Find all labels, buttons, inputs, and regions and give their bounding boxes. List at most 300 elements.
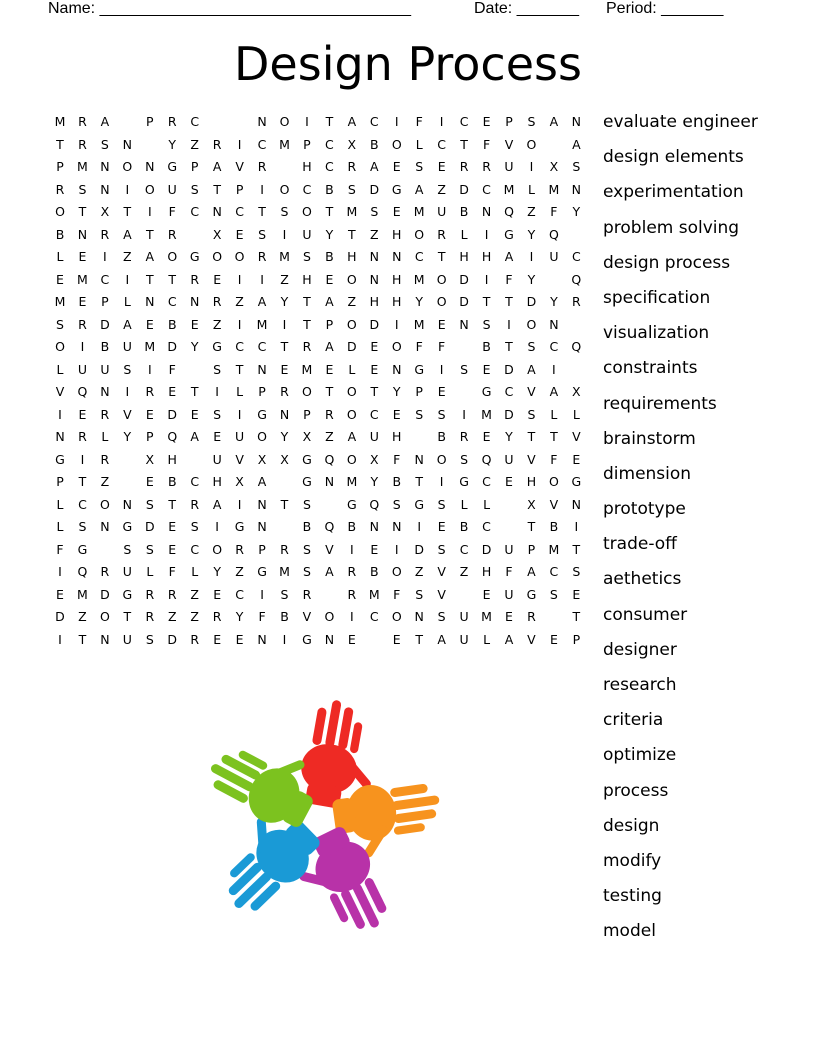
grid-letter[interactable]: T — [258, 204, 266, 219]
grid-letter[interactable]: I — [147, 361, 152, 377]
grid-letter[interactable]: Y — [572, 204, 581, 219]
grid-letter[interactable]: M — [77, 586, 88, 602]
grid-letter[interactable]: S — [302, 249, 311, 264]
grid-letter[interactable]: X — [302, 429, 312, 444]
grid-letter[interactable]: D — [414, 541, 424, 557]
grid-letter[interactable]: L — [56, 249, 64, 264]
grid-letter[interactable]: N — [100, 159, 110, 174]
grid-letter[interactable]: I — [529, 249, 534, 264]
grid-letter[interactable]: U — [504, 451, 514, 467]
grid-letter[interactable]: O — [167, 249, 178, 264]
grid-letter[interactable]: R — [347, 564, 357, 579]
grid-letter[interactable]: E — [392, 204, 401, 219]
grid-letter[interactable]: P — [572, 631, 581, 647]
grid-letter[interactable]: D — [481, 541, 492, 557]
grid-letter[interactable]: Z — [123, 249, 132, 264]
grid-letter[interactable]: R — [257, 159, 267, 174]
grid-letter[interactable]: G — [481, 384, 492, 399]
grid-letter[interactable]: T — [325, 384, 334, 399]
grid-letter[interactable]: F — [168, 361, 176, 377]
grid-letter[interactable]: Y — [392, 384, 401, 399]
grid-letter[interactable]: I — [147, 204, 152, 219]
grid-letter[interactable]: G — [189, 249, 200, 264]
grid-letter[interactable]: E — [145, 406, 154, 422]
grid-letter[interactable]: I — [58, 564, 62, 579]
grid-letter[interactable]: P — [325, 316, 334, 332]
grid-letter[interactable]: Z — [235, 294, 244, 309]
grid-letter[interactable]: I — [484, 271, 489, 287]
grid-letter[interactable]: T — [527, 429, 536, 444]
grid-letter[interactable]: Q — [481, 451, 492, 467]
grid-letter[interactable]: X — [100, 204, 110, 219]
grid-letter[interactable]: V — [55, 384, 65, 399]
grid-letter[interactable]: M — [54, 114, 66, 129]
grid-letter[interactable]: S — [527, 114, 536, 129]
grid-letter[interactable]: M — [481, 406, 492, 422]
grid-letter[interactable]: A — [145, 249, 155, 264]
grid-letter[interactable]: F — [550, 451, 558, 467]
grid-letter[interactable]: E — [482, 361, 491, 377]
grid-letter[interactable]: M — [413, 271, 425, 287]
grid-letter[interactable]: S — [145, 496, 154, 512]
grid-letter[interactable]: I — [80, 339, 85, 354]
grid-letter[interactable]: V — [123, 406, 132, 422]
grid-letter[interactable]: L — [415, 136, 423, 152]
grid-letter[interactable]: E — [482, 114, 491, 129]
grid-letter[interactable]: A — [325, 339, 334, 354]
grid-letter[interactable]: Z — [167, 609, 177, 624]
grid-letter[interactable]: T — [213, 181, 221, 197]
grid-letter[interactable]: Z — [100, 474, 110, 489]
grid-letter[interactable]: C — [190, 474, 200, 489]
grid-letter[interactable]: L — [483, 496, 491, 512]
grid-letter[interactable]: C — [257, 339, 267, 354]
grid-letter[interactable]: O — [324, 609, 335, 624]
grid-letter[interactable]: Y — [527, 271, 536, 287]
grid-letter[interactable]: M — [503, 181, 515, 197]
grid-letter[interactable]: U — [459, 609, 469, 624]
grid-letter[interactable]: E — [437, 384, 446, 399]
grid-letter[interactable]: H — [459, 249, 469, 264]
grid-letter[interactable]: C — [482, 181, 491, 197]
grid-letter[interactable]: H — [392, 271, 402, 287]
grid-letter[interactable]: N — [77, 226, 88, 242]
grid-letter[interactable]: I — [439, 474, 444, 489]
grid-letter[interactable]: D — [369, 181, 380, 197]
grid-letter[interactable]: E — [145, 474, 154, 489]
grid-letter[interactable]: I — [484, 226, 489, 242]
grid-letter[interactable]: H — [302, 271, 312, 287]
grid-letter[interactable]: L — [191, 564, 199, 579]
grid-letter[interactable]: D — [459, 181, 469, 197]
grid-letter[interactable]: O — [212, 541, 223, 557]
grid-letter[interactable]: S — [460, 361, 469, 377]
grid-letter[interactable]: E — [280, 361, 289, 377]
grid-letter[interactable]: Z — [370, 226, 379, 242]
grid-letter[interactable]: S — [190, 519, 199, 534]
grid-letter[interactable]: R — [167, 114, 177, 129]
grid-letter[interactable]: Y — [190, 339, 199, 354]
grid-letter[interactable]: N — [392, 519, 402, 534]
grid-letter[interactable]: R — [190, 631, 200, 647]
grid-letter[interactable]: C — [235, 339, 244, 354]
grid-letter[interactable]: B — [549, 519, 559, 534]
grid-letter[interactable]: Z — [527, 204, 536, 219]
grid-letter[interactable]: B — [482, 339, 491, 354]
grid-letter[interactable]: V — [527, 631, 536, 647]
grid-letter[interactable]: G — [302, 631, 312, 647]
grid-letter[interactable]: N — [571, 114, 582, 129]
grid-letter[interactable]: I — [237, 406, 242, 422]
grid-letter[interactable]: N — [122, 496, 133, 512]
grid-letter[interactable]: G — [234, 519, 245, 534]
grid-letter[interactable]: O — [346, 384, 357, 399]
grid-letter[interactable]: F — [258, 609, 266, 624]
grid-letter[interactable]: N — [369, 519, 379, 534]
grid-letter[interactable]: I — [215, 519, 219, 534]
grid-letter[interactable]: B — [347, 519, 357, 534]
grid-letter[interactable]: T — [437, 249, 446, 264]
grid-letter[interactable]: S — [392, 496, 401, 512]
grid-letter[interactable]: E — [190, 316, 199, 332]
grid-letter[interactable]: E — [56, 586, 64, 602]
grid-letter[interactable]: B — [167, 316, 177, 332]
grid-letter[interactable]: E — [78, 249, 87, 264]
grid-letter[interactable]: N — [212, 204, 222, 219]
grid-letter[interactable]: S — [280, 586, 289, 602]
grid-letter[interactable]: M — [279, 136, 290, 152]
grid-letter[interactable]: Y — [415, 294, 423, 309]
grid-letter[interactable]: S — [415, 586, 424, 602]
grid-letter[interactable]: S — [100, 136, 109, 152]
grid-letter[interactable]: A — [123, 316, 132, 332]
grid-letter[interactable]: A — [212, 159, 222, 174]
grid-letter[interactable]: Q — [571, 339, 582, 354]
grid-letter[interactable]: I — [80, 451, 85, 467]
grid-letter[interactable]: S — [78, 181, 87, 197]
grid-letter[interactable]: N — [369, 271, 379, 287]
grid-letter[interactable]: B — [459, 204, 469, 219]
grid-letter[interactable]: G — [526, 586, 537, 602]
grid-letter[interactable]: U — [504, 586, 514, 602]
grid-letter[interactable]: S — [56, 316, 64, 332]
grid-letter[interactable]: S — [78, 519, 87, 534]
grid-letter[interactable]: T — [415, 631, 423, 647]
grid-letter[interactable]: R — [257, 249, 267, 264]
grid-letter[interactable]: O — [99, 609, 110, 624]
grid-letter[interactable]: U — [77, 361, 88, 377]
grid-letter[interactable]: F — [393, 451, 401, 467]
grid-letter[interactable]: S — [527, 339, 536, 354]
grid-letter[interactable]: S — [302, 564, 311, 579]
grid-letter[interactable]: E — [325, 271, 334, 287]
grid-letter[interactable]: X — [257, 451, 267, 467]
grid-letter[interactable]: A — [257, 474, 267, 489]
grid-letter[interactable]: R — [212, 294, 222, 309]
grid-letter[interactable]: V — [572, 429, 581, 444]
grid-letter[interactable]: T — [482, 294, 491, 309]
grid-letter[interactable]: U — [504, 541, 514, 557]
grid-letter[interactable]: S — [437, 609, 446, 624]
grid-letter[interactable]: P — [146, 429, 154, 444]
grid-letter[interactable]: O — [55, 204, 65, 219]
grid-letter[interactable]: N — [145, 159, 155, 174]
grid-letter[interactable]: X — [549, 159, 559, 174]
grid-letter[interactable]: A — [347, 114, 357, 129]
grid-letter[interactable]: E — [482, 586, 491, 602]
grid-letter[interactable]: C — [482, 519, 491, 534]
grid-letter[interactable]: X — [145, 451, 155, 467]
grid-letter[interactable]: E — [213, 271, 222, 287]
grid-letter[interactable]: T — [145, 271, 154, 287]
grid-letter[interactable]: A — [212, 496, 222, 512]
grid-letter[interactable]: A — [414, 181, 424, 197]
grid-letter[interactable]: G — [257, 564, 267, 579]
grid-letter[interactable]: L — [572, 406, 580, 422]
grid-letter[interactable]: O — [436, 294, 447, 309]
grid-letter[interactable]: R — [235, 541, 244, 557]
grid-letter[interactable]: N — [369, 249, 379, 264]
grid-letter[interactable]: A — [370, 159, 379, 174]
grid-letter[interactable]: B — [325, 249, 334, 264]
grid-letter[interactable]: P — [146, 114, 154, 129]
grid-letter[interactable]: R — [100, 451, 110, 467]
grid-letter[interactable]: T — [572, 541, 581, 557]
grid-letter[interactable]: O — [526, 136, 537, 152]
grid-letter[interactable]: C — [437, 136, 446, 152]
grid-letter[interactable]: O — [99, 496, 110, 512]
grid-letter[interactable]: Y — [550, 294, 558, 309]
grid-letter[interactable]: D — [369, 316, 380, 332]
grid-letter[interactable]: N — [190, 294, 200, 309]
grid-letter[interactable]: Y — [280, 429, 289, 444]
grid-letter[interactable]: E — [370, 339, 379, 354]
grid-letter[interactable]: Z — [347, 294, 357, 309]
grid-letter[interactable]: I — [350, 609, 354, 624]
grid-letter[interactable]: G — [257, 406, 267, 422]
grid-letter[interactable]: P — [415, 384, 423, 399]
grid-letter[interactable]: Q — [324, 519, 335, 534]
grid-letter[interactable]: C — [504, 384, 514, 399]
grid-letter[interactable]: O — [55, 339, 65, 354]
grid-letter[interactable]: T — [123, 609, 132, 624]
grid-letter[interactable]: T — [123, 204, 132, 219]
grid-letter[interactable]: S — [280, 204, 289, 219]
grid-letter[interactable]: G — [347, 496, 357, 512]
grid-letter[interactable]: L — [550, 406, 558, 422]
grid-letter[interactable]: E — [437, 316, 446, 332]
grid-letter[interactable]: I — [215, 384, 219, 399]
grid-letter[interactable]: I — [125, 384, 130, 399]
grid-letter[interactable]: N — [414, 609, 424, 624]
grid-letter[interactable]: M — [413, 316, 425, 332]
grid-letter[interactable]: N — [571, 181, 582, 197]
grid-letter[interactable]: P — [505, 114, 513, 129]
grid-letter[interactable]: Q — [77, 564, 88, 579]
grid-letter[interactable]: M — [54, 294, 66, 309]
grid-letter[interactable]: N — [571, 496, 582, 512]
grid-letter[interactable]: R — [78, 136, 87, 152]
grid-letter[interactable]: M — [77, 159, 88, 174]
grid-letter[interactable]: E — [325, 361, 334, 377]
name-field[interactable]: Name: ___________________________________ — [48, 0, 412, 17]
grid-letter[interactable]: O — [414, 226, 425, 242]
grid-letter[interactable]: T — [280, 339, 289, 354]
grid-letter[interactable]: M — [346, 204, 358, 219]
grid-letter[interactable]: T — [56, 136, 64, 152]
grid-letter[interactable]: Q — [548, 226, 559, 242]
grid-letter[interactable]: S — [415, 406, 424, 422]
grid-letter[interactable]: N — [55, 429, 65, 444]
grid-letter[interactable]: Z — [280, 271, 289, 287]
grid-letter[interactable]: E — [505, 609, 513, 624]
grid-letter[interactable]: H — [167, 451, 177, 467]
grid-letter[interactable]: R — [145, 586, 155, 602]
grid-letter[interactable]: I — [237, 136, 242, 152]
grid-letter[interactable]: S — [482, 316, 491, 332]
grid-letter[interactable]: F — [415, 114, 423, 129]
grid-letter[interactable]: S — [549, 586, 558, 602]
grid-letter[interactable]: G — [302, 451, 312, 467]
grid-letter[interactable]: E — [145, 316, 154, 332]
grid-letter[interactable]: E — [213, 631, 222, 647]
grid-letter[interactable]: A — [572, 136, 581, 152]
grid-letter[interactable]: V — [235, 451, 244, 467]
grid-letter[interactable]: P — [101, 294, 109, 309]
grid-letter[interactable]: E — [56, 271, 64, 287]
grid-letter[interactable]: I — [394, 316, 399, 332]
grid-letter[interactable]: E — [392, 406, 401, 422]
grid-letter[interactable]: Z — [459, 564, 469, 579]
grid-letter[interactable]: R — [347, 586, 357, 602]
grid-letter[interactable]: S — [437, 496, 446, 512]
grid-letter[interactable]: T — [460, 136, 468, 152]
grid-letter[interactable]: D — [167, 339, 178, 354]
grid-letter[interactable]: I — [260, 586, 264, 602]
grid-letter[interactable]: I — [125, 181, 130, 197]
grid-letter[interactable]: G — [55, 451, 65, 467]
grid-letter[interactable]: P — [235, 181, 244, 197]
grid-letter[interactable]: Z — [325, 429, 334, 444]
grid-letter[interactable]: I — [237, 316, 242, 332]
grid-letter[interactable]: U — [459, 631, 469, 647]
grid-letter[interactable]: R — [437, 226, 446, 242]
grid-letter[interactable]: D — [55, 609, 65, 624]
grid-letter[interactable]: N — [257, 114, 267, 129]
grid-letter[interactable]: I — [260, 271, 264, 287]
grid-letter[interactable]: C — [369, 609, 379, 624]
grid-letter[interactable]: X — [347, 136, 357, 152]
grid-letter[interactable]: L — [348, 361, 356, 377]
grid-letter[interactable]: S — [213, 406, 222, 422]
grid-letter[interactable]: U — [302, 226, 312, 242]
grid-letter[interactable]: D — [526, 294, 537, 309]
grid-letter[interactable]: R — [167, 586, 177, 602]
grid-letter[interactable]: S — [572, 159, 581, 174]
grid-letter[interactable]: M — [481, 609, 492, 624]
grid-letter[interactable]: N — [459, 316, 469, 332]
grid-letter[interactable]: A — [325, 294, 334, 309]
grid-letter[interactable]: A — [549, 114, 559, 129]
grid-letter[interactable]: T — [505, 339, 513, 354]
grid-letter[interactable]: H — [392, 294, 402, 309]
grid-letter[interactable]: O — [279, 114, 290, 129]
grid-letter[interactable]: R — [280, 384, 289, 399]
grid-letter[interactable]: Q — [77, 384, 88, 399]
grid-letter[interactable]: Z — [190, 586, 199, 602]
grid-letter[interactable]: T — [78, 474, 87, 489]
grid-letter[interactable]: O — [234, 249, 245, 264]
grid-letter[interactable]: S — [213, 361, 222, 377]
grid-letter[interactable]: E — [392, 631, 401, 647]
grid-letter[interactable]: C — [549, 339, 559, 354]
grid-letter[interactable]: Q — [571, 271, 582, 287]
grid-letter[interactable]: D — [144, 519, 155, 534]
grid-letter[interactable]: U — [122, 564, 132, 579]
grid-letter[interactable]: L — [236, 384, 244, 399]
grid-letter[interactable]: R — [55, 181, 65, 197]
grid-letter[interactable]: C — [325, 159, 334, 174]
grid-letter[interactable]: A — [347, 429, 357, 444]
grid-letter[interactable]: H — [481, 249, 492, 264]
grid-letter[interactable]: V — [235, 159, 244, 174]
grid-letter[interactable]: S — [123, 541, 132, 557]
grid-letter[interactable]: C — [369, 406, 379, 422]
grid-letter[interactable]: R — [78, 429, 87, 444]
grid-letter[interactable]: E — [437, 519, 446, 534]
grid-letter[interactable]: U — [549, 249, 559, 264]
grid-letter[interactable]: A — [527, 361, 536, 377]
grid-letter[interactable]: E — [213, 586, 222, 602]
grid-letter[interactable]: V — [549, 496, 559, 512]
grid-letter[interactable]: H — [392, 429, 402, 444]
grid-letter[interactable]: O — [257, 429, 267, 444]
grid-letter[interactable]: I — [305, 114, 309, 129]
grid-letter[interactable]: C — [190, 114, 200, 129]
grid-letter[interactable]: Y — [370, 474, 379, 489]
grid-letter[interactable]: B — [437, 429, 446, 444]
grid-letter[interactable]: P — [258, 541, 266, 557]
grid-letter[interactable]: F — [168, 204, 176, 219]
grid-letter[interactable]: F — [505, 271, 513, 287]
grid-letter[interactable]: G — [504, 226, 514, 242]
grid-letter[interactable]: G — [414, 361, 425, 377]
grid-letter[interactable]: N — [549, 316, 559, 332]
grid-letter[interactable]: C — [100, 271, 110, 287]
grid-letter[interactable]: B — [370, 136, 379, 152]
grid-letter[interactable]: U — [235, 429, 245, 444]
grid-letter[interactable]: I — [439, 361, 444, 377]
grid-letter[interactable]: I — [237, 271, 242, 287]
grid-letter[interactable]: O — [391, 609, 402, 624]
grid-letter[interactable]: R — [212, 136, 222, 152]
grid-letter[interactable]: G — [459, 474, 469, 489]
grid-letter[interactable]: O — [346, 406, 357, 422]
grid-letter[interactable]: C — [78, 496, 87, 512]
grid-letter[interactable]: R — [302, 339, 312, 354]
grid-letter[interactable]: T — [145, 226, 154, 242]
grid-letter[interactable]: O — [212, 249, 223, 264]
grid-letter[interactable]: E — [168, 519, 177, 534]
grid-letter[interactable]: D — [459, 271, 469, 287]
grid-letter[interactable]: O — [391, 564, 402, 579]
grid-letter[interactable]: Z — [78, 609, 87, 624]
grid-letter[interactable]: T — [303, 316, 311, 332]
grid-letter[interactable]: N — [257, 361, 267, 377]
grid-letter[interactable]: X — [235, 474, 244, 489]
grid-letter[interactable]: P — [258, 384, 266, 399]
grid-letter[interactable]: A — [504, 631, 514, 647]
